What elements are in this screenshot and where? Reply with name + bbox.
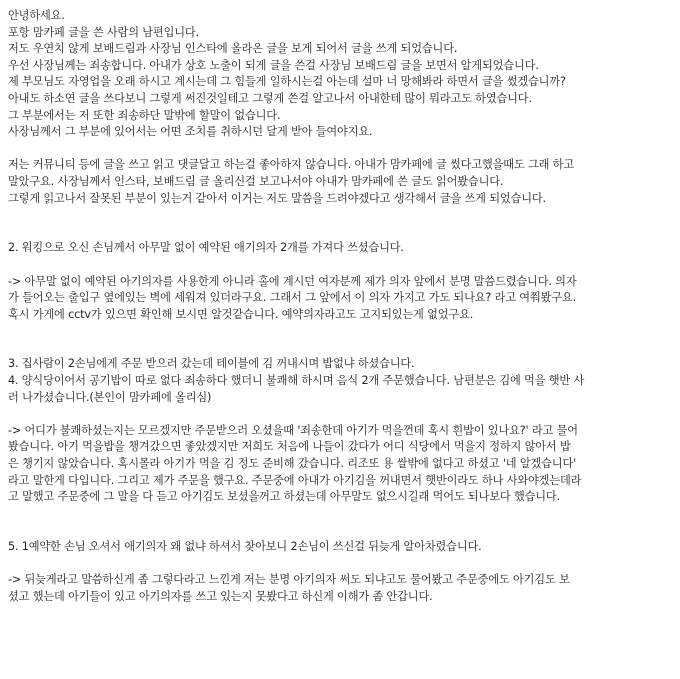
text-line: 안녕하세요. [8,9,65,22]
text-line: 4. 양식당이어서 공기밥이 따로 없다 죄송하다 했더니 불쾌해 하시며 음식 2개 주문했습니다. 남편분은 김에 먹을 햇반 사 [8,374,585,388]
paragraph-spacer [8,224,676,241]
paragraph-point-3-4 [8,356,676,406]
paragraph-point-5 [8,539,676,556]
text-line: -> 아무말 없이 예약된 아기의자를 사용한게 아니라 홀에 계시던 여자분께 제가 의자 앞에서 분명 말씀드렸습니다. 의자 [8,274,577,288]
paragraph-spacer [8,556,676,573]
text-line: 5. 1예약한 손님 오셔서 애기의자 왜 없냐 하셔서 찾아보니 2손님이 쓰신걸 뒤늦게 알아차렸습니다. [8,540,482,553]
paragraph-intro [8,8,676,141]
paragraph-spacer [8,506,676,523]
text-line: 그렇게 읽고나서 잘못된 부분이 있는거 같아서 이거는 저도 말씀을 드려야겠다고 생각해서 글을 쓰게 되었습니다. [8,191,546,205]
text-line: 3. 집사람이 2손님에게 주문 받으러 갔는데 테이블에 김 꺼내시며 밥없냐 하셨습니다. [8,357,415,371]
text-line: 은 챙기지 않았습니다. 혹시몰라 아기가 먹을 김 정도 준비해 갔습니다. 리조또 용 쌀밖에 없다고 하셨고 '네 알겠습니다' [8,457,577,471]
text-line: 라고 말한게 다입니다. 그리고 제가 주문을 했구요. 주문중에 아내가 아기김을 꺼내면서 햇반이라도 하나 사와야겠는데라 [8,473,582,487]
text-line: 러 나가셨습니다.(본인이 맘카페에 올리심) [8,390,212,404]
paragraph-reply-5 [8,572,676,605]
text-line: 고 말했고 주문중에 그 말을 다 듣고 아기김도 보셨을꺼고 하셨는데 아무말도 없으시길래 먹어도 되나보다 했습니다. [8,490,560,504]
text-line: 가 들어오는 출입구 옆에있는 벽에 세워져 있더라구요. 그래서 그 앞에서 이 의자 가지고 가도 되나요? 라고 여쭤봤구요. [8,291,576,305]
text-line: 2. 워킹으로 오신 손님께서 아무말 없이 예약된 애기의자 2개를 가져다 쓰셨습니다. [8,241,404,255]
paragraph-spacer [8,141,676,158]
paragraph-spacer [8,207,676,224]
paragraph-spacer [8,323,676,340]
text-line: 저도 우연치 않게 보배드림과 사장님 인스타에 올라온 글을 보게 되어서 글을 쓰게 되었습니다. [8,42,458,56]
paragraph-spacer [8,257,676,274]
post-body [8,0,676,605]
text-line: -> 어디가 불쾌하셨는지는 모르겠지만 주문받으러 오셨을때 '죄송한데 아기가 먹을껀데 혹시 흰밥이 있나요?' 라고 물어 [8,423,578,437]
text-line: -> 뒤늦게라고 말씀하신게 좀 그렇다라고 느낀게 저는 분명 아기의자 써도 되냐고도 물어봤고 주문중에도 아기김도 보 [8,573,570,587]
paragraph-spacer [8,522,676,539]
text-line: 사장님께서 그 부분에 있어서는 어떤 조치를 취하시던 달게 받아 들여야지요. [8,125,373,139]
text-line: 포항 맘카페 글을 쓴 사람의 남편입니다. [8,25,199,39]
text-line: 그 부분에서는 저 또한 죄송하단 말밖에 할말이 없습니다. [8,108,281,122]
paragraph-context [8,157,676,207]
text-line: 말았구요. 사장님께서 인스타, 보배드림 글 올리신걸 보고나서야 아내가 맘카페에 쓴 글도 읽어봤습니다. [8,174,504,188]
text-line: 우선 사장님께는 죄송합니다. 아내가 상호 노출이 되게 글을 쓴걸 사장님 보배드림 글을 보면서 알게되었습니다. [8,58,539,72]
text-line: 아내도 하소연 글을 쓰다보니 그렇게 써진것일테고 그렇게 쓴걸 알고나서 아내한테 많이 뭐라고도 하였습니다. [8,91,532,105]
text-line: 제 부모님도 자영업을 오래 하시고 계시는데 그 힘들게 일하시는걸 아는데 설마 너 망해봐라 하면서 글을 썼겠습니까? [8,75,566,89]
paragraph-spacer [8,406,676,423]
text-line: 셨고 했는데 아기들이 있고 아기의자를 쓰고 있는지 못봤다고 하신게 이해가 좀 안갑니다. [8,589,433,603]
paragraph-point-2 [8,240,676,257]
paragraph-reply-2 [8,274,676,324]
text-line: 저는 커뮤니티 등에 글을 쓰고 읽고 댓글달고 하는걸 좋아하지 않습니다. 아내가 맘카페에 글 썼다고했을때도 그래 하고 [8,158,575,172]
text-line: 봤습니다. 아기 먹을밥을 챙겨갔으면 좋았겠지만 저희도 처음에 나들이 갔다가 어디 식당에서 먹을지 정하지 않아서 밥 [8,440,571,454]
paragraph-spacer [8,340,676,357]
text-line: 혹시 가게에 cctv가 있으면 확인해 보시면 알것같습니다. 예약의자라고도 고지되있는게 없었구요. [8,307,474,321]
paragraph-reply-3-4 [8,423,676,506]
